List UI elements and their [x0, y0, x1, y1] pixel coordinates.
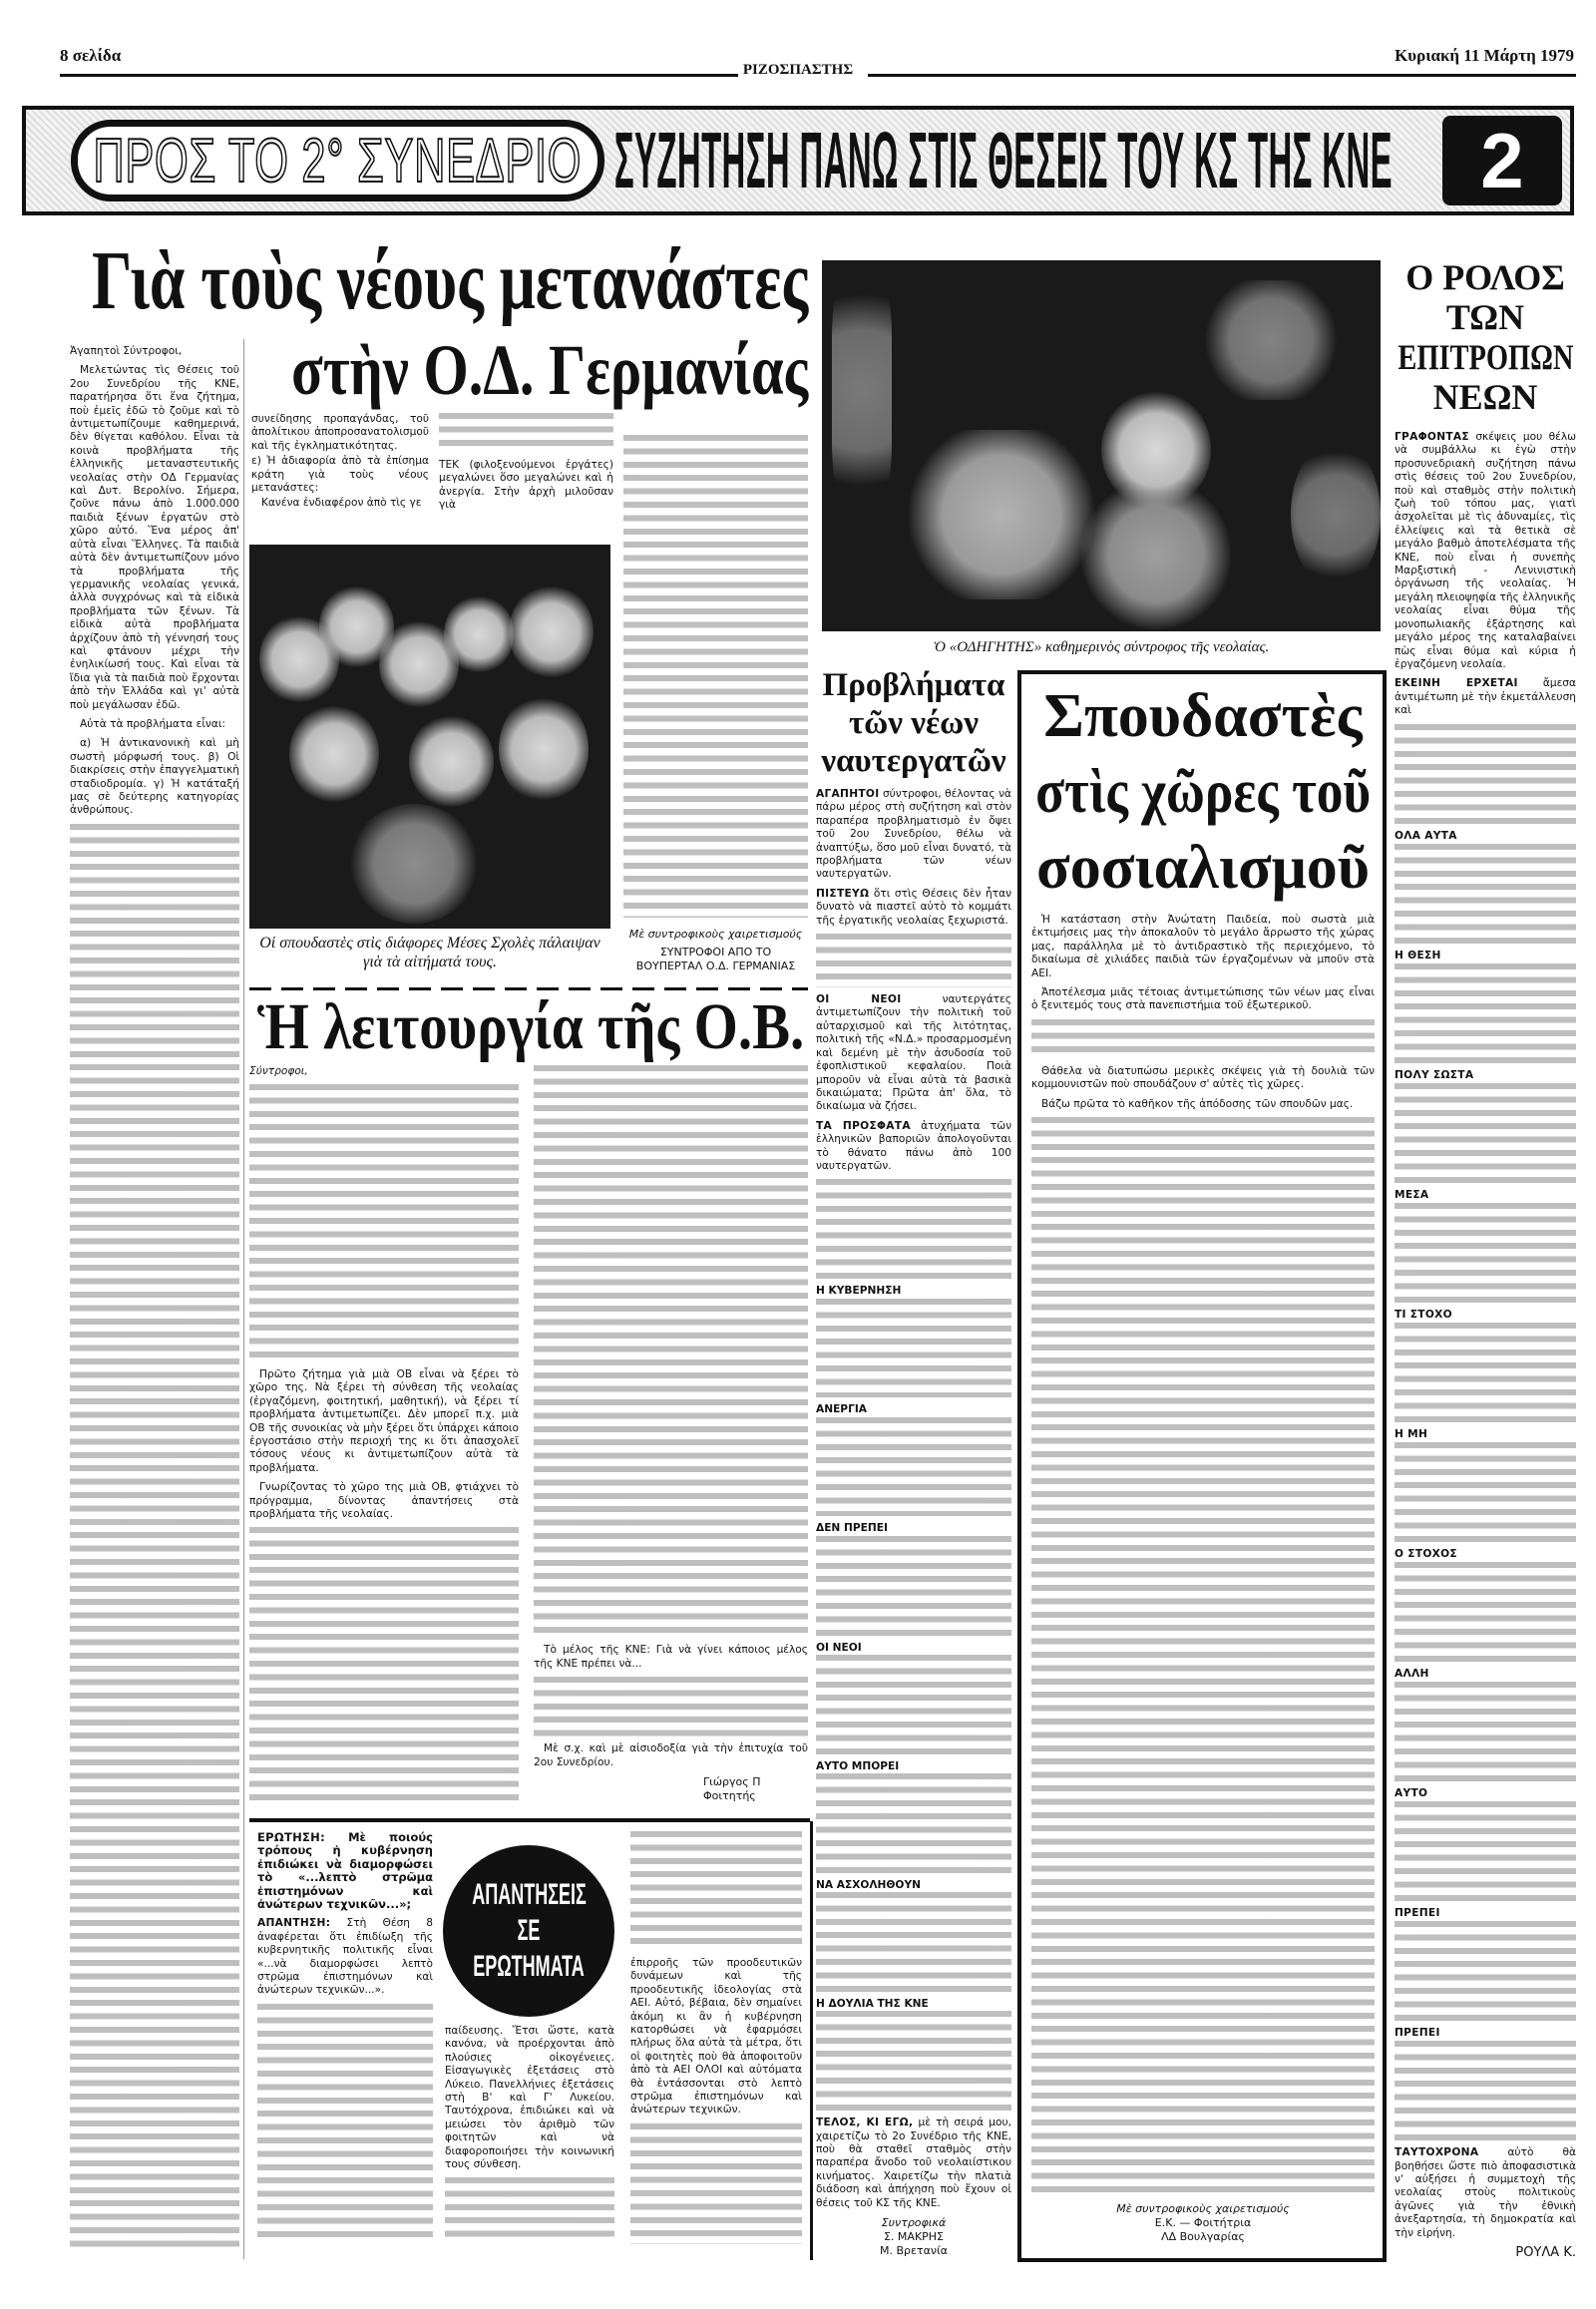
- illegible-text: [816, 2011, 1011, 2111]
- migrants-column-1: [70, 345, 239, 2260]
- illegible-text: [249, 1527, 519, 1805]
- lead-in: ΤΙ ΣΤΟΧΟ: [1395, 1309, 1452, 1322]
- paragraph: [816, 1120, 1011, 1174]
- issue-date: Κυριακή 11 Μάρτη 1979: [1395, 46, 1574, 65]
- students-headline: σοσιαλισμοῦ: [1035, 834, 1370, 902]
- author-name: ΡΟΥΛΑ Κ.: [1515, 2244, 1576, 2260]
- closing: Μὲ συντροφικοὺς χαιρετισμούς: [628, 928, 803, 941]
- illegible-text: [249, 1084, 519, 1362]
- ob-column-2: [534, 1065, 808, 1811]
- paragraph: [816, 2117, 1011, 2210]
- logo-text: ΣΕ: [517, 1914, 541, 1947]
- closing: Μὲ συντροφικοὺς χαιρετισμούς: [1116, 2202, 1290, 2215]
- paragraph: α) Ἡ ἀντικανονικὴ καὶ μὴ σωστὴ μόρφωσή τους. β) Οἱ διακρίσεις στὴν ἐπαγγελματικὴ σταδιοδρομία. γ) Ἡ κατάταξή μας σὲ δεύτερης κατηγορίας ἀνθρώπους.: [70, 737, 239, 817]
- lead-in: ΟΙ ΝΕΟΙ: [816, 1641, 862, 1654]
- qa-right-column: [630, 1831, 802, 2250]
- qa-middle-column: [445, 2025, 614, 2250]
- committees-headline: ΝΕΩΝ: [1432, 377, 1538, 417]
- lead-in: Ο ΣΤΟΧΟΣ: [1395, 1548, 1457, 1561]
- illegible-text: [439, 413, 613, 453]
- migrants-headline-2: στὴν Ο.Δ. Γερμανίας: [291, 330, 809, 410]
- logo-text: ΑΠΑΝΤΗΣΕΙΣ: [471, 1878, 587, 1911]
- illegible-text: [1395, 1682, 1576, 1782]
- paragraph: Κανένα ἐνδιαφέρον ἀπὸ τὶς γε: [261, 497, 422, 510]
- migrants-column-3: [439, 413, 613, 541]
- lead-in: ΑΥΤΟ ΜΠΟΡΕΙ: [816, 1759, 900, 1772]
- paragraph: ε) Ἡ ἀδιαφορία ἀπὸ τὰ ἐπίσημα κράτη γιὰ τοὺς νέους μετανάστες:: [251, 455, 429, 495]
- section-banner: [22, 106, 1574, 215]
- illegible-text: [816, 1892, 1011, 1992]
- illegible-text: [816, 1655, 1011, 1754]
- seafarers-column: [816, 666, 1011, 2262]
- illegible-text: [1395, 2041, 1576, 2141]
- students-headline: Σπουδαστὲς: [1043, 682, 1363, 750]
- seafarers-headline: τῶν νέων: [848, 705, 980, 741]
- paragraph: ἐπιρροῆς τῶν προοδευτικῶν δυνάμεων καὶ τῆς προοδευτικῆς ἰδεολογίας στὰ ΑΕΙ. Αὐτό, βέβαια, δὲν σημαίνει ἀκόμη κι ἂν ἡ κυβέρνηση κατορθώσει νὰ ἐφαρμόσει πλήρως ὅλα αὐτὰ τὰ μέτρα, ὅτι οἱ φοιτητὲς ποὺ θὰ ἀποφοιτοῦν ἀπὸ τὰ ΑΕΙ ΟΛΟΙ καὶ αὐτόματα θὰ ἐντάσσονται στὸ λεπτὸ στρῶμα ἐπιστημόνων καὶ ἀνώτερων τεχνικῶν.: [630, 1957, 802, 2117]
- illegible-text: [1395, 1442, 1576, 1543]
- students-article: [1031, 678, 1375, 2254]
- paragraph: [1395, 2146, 1576, 2240]
- salutation: Σύντροφοι,: [249, 1065, 308, 1077]
- masthead-rule-left: [60, 74, 738, 77]
- lead-in: Η ΜΗ: [1395, 1428, 1428, 1441]
- illegible-text: [1395, 1323, 1576, 1423]
- signature: ΒΟΥΠΕΡΤΑΛ Ο.Δ. ΓΕΡΜΑΝΙΑΣ: [635, 960, 796, 972]
- answer-text: Στὴ Θέση 8 ἀναφέρεται ὅτι ἐπιδίωξη τῆς κυβερνητικῆς πολιτικῆς εἶναι «...νὰ διαμορφώσει λεπτὸ στρῶμα ἐπιστημόνων καὶ ἀνώτερων τεχνικῶν...».: [257, 1917, 433, 1997]
- lead-in: ΤΕΛΟΣ, ΚΙ ΕΓΩ,: [816, 2117, 914, 2129]
- lead-in: ΠΙΣΤΕΥΩ: [816, 887, 870, 900]
- students-protest-photo: [249, 545, 610, 929]
- lead-in: Η ΘΕΣΗ: [1395, 950, 1441, 962]
- author-location: ΛΔ Βουλγαρίας: [1161, 2230, 1245, 2243]
- paragraph: Βάζω πρῶτα τὸ καθῆκον τῆς ἀπόδοσης τῶν σπουδῶν μας.: [1041, 1097, 1354, 1110]
- committees-headline: ΤΩΝ: [1445, 297, 1525, 337]
- paragraph: Πρῶτο ζήτημα γιὰ μιὰ ΟΒ εἶναι νὰ ξέρει τὸ χῶρο της. Νὰ ξέρει τὴ σύνθεση τῆς νεολαίας (ἐργαζόμενη, φοιτητική, μαθητική), νὰ ξέρει τί προβλήματα ἀντιμετωπίζει. Δὲν μπορεῖ π.χ. μιὰ ΟΒ τῆς συνοικίας νὰ μὴν ξέρει ὅτι ὑπάρχει κάποιο ἐργοστάσιο στὴν περιοχή της κι ὅτι ἀπασχολεῖ τόσους νέους κι ἀντιμετωπίζουν αὐτὰ τὰ προβλήματα.: [249, 1367, 519, 1474]
- illegible-text: [534, 1677, 808, 1736]
- illegible-text: [534, 1065, 808, 1638]
- series-text: ΠΡΟΣ ΤΟ 2° ΣΥΝΕΔΡΙΟ: [93, 126, 583, 195]
- lead-in: ΓΡΑΦΟΝΤΑΣ: [1395, 431, 1469, 443]
- paragraph: Μελετώντας τὶς Θέσεις τοῦ 2ου Συνεδρίου τῆς ΚΝΕ, παρατήρησα ὅτι ἕνα ζήτημα, ποὺ ἐμεῖς ἐδῶ τὸ ζοῦμε καὶ τὸ ἀντιμετωπίζουμε καθημερινά, δὲν θίγεται καθόλου. Εἶναι τὰ κοινὰ προβλήματα τῆς ἑλληνικῆς μεταναστευτικῆς νεολαίας στὴν ΟΔ Γερμανίας καὶ Δυτ. Βερολίνο. Σήμερα, ζοῦνε πάνω ἀπὸ 1.000.000 παιδιὰ ξένων ἐργατῶν στὸ χῶρο αὐτό. Ἕνα μέρος ἀπ' αὐτὰ εἶναι Ἕλληνες. Τὰ παιδιὰ αὐτὰ δὲν ἀντιμετωπίζουν μόνο τὰ προβλήματα τῆς γερμανικῆς νεολαίας γενικά, ἀλλὰ συγχρόνως καὶ τὰ εἰδικὰ προβλήματα τῶν ξένων. Τὰ εἰδικὰ αὐτὰ προβλήματα ἀρχίζουν ἀπὸ τὴ γέννησή τους καὶ φτάνουν μέχρι τὴν ἐνηλικίωσή τους. Καὶ εἶναι τὰ ἴδια γιὰ τὰ παιδιὰ ποὺ ἔρχονται ἀπὸ τὴν Ἑλλάδα καὶ γι' αὐτὰ ποὺ μεγάλωσαν ἐδῶ.: [70, 364, 239, 711]
- paragraph: συνείδησης προπαγάνδας, τοῦ ἀπολίτικου ἀποπροσανατολισμοῦ καὶ τῆς ἐγκληματικότητας.: [251, 413, 429, 452]
- congress-number-logo: 2: [1442, 116, 1562, 205]
- illegible-text: [1395, 1801, 1576, 1902]
- question-label: ΕΡΩΤΗΣΗ:: [257, 1831, 326, 1844]
- question-text: Μὲ ποιούς τρόπους ἡ κυβέρνηση ἐπιδιώκει νὰ διαμορφώσει τὸ «...λεπτὸ στρῶμα ἐπιστημόνων καὶ ἀνώτερων τεχνικῶν...»;: [257, 1831, 433, 1912]
- section-rule: [249, 1818, 810, 1822]
- paragraph-text: αὐτὸ θὰ βοηθήσει ὥστε πιὸ ἀποφασιστικὰ ν' αὐξήσει ἡ συμμετοχὴ τῆς νεολαίας στοὺς πολιτικοὺς ἀγῶνες γιὰ τὴν ἐθνικὴ ἀνεξαρτησία, τὴ δημοκρατία καὶ τὴν εἰρήνη.: [1395, 2146, 1576, 2239]
- illegible-text: [1395, 1562, 1576, 1663]
- paragraph-text: μὲ τὴ σειρά μου, χαιρετίζω τὸ 2ο Συνέδριο τῆς ΚΝΕ, ποὺ θὰ σταθεῖ σταθμὸς στὴν παραπέρα ἄνοδο τοῦ νεολαιίστικου κινήματος. Χαιρετίζω τὴν πλατιὰ διάδοση καὶ ἀπήχηση ποὺ ἔχουν οἱ θέσεις τοῦ ΚΣ τῆς ΚΝΕ.: [816, 2117, 1011, 2209]
- masthead-rule-right: [868, 74, 1576, 77]
- salutation: Ἀγαπητοὶ Σύντροφοι,: [70, 345, 183, 357]
- question: [257, 1831, 433, 1911]
- paragraph: [1395, 677, 1576, 717]
- illegible-text: [816, 1773, 1011, 1873]
- lead-in: ΜΕΣΑ: [1395, 1189, 1429, 1202]
- committees-column: [1395, 257, 1576, 2264]
- closing: Συντροφικά: [881, 2216, 947, 2230]
- lead-in: ΑΝΕΡΓΙΑ: [816, 1403, 867, 1416]
- author-name: Σ. ΜΑΚΡΗΣ: [883, 2230, 945, 2244]
- author-name: Γιώργος Π: [703, 1775, 761, 1788]
- paragraph: [1395, 431, 1576, 671]
- author-location: Μ. Βρετανία: [880, 2244, 948, 2258]
- lead-in: ΠΡΕΠΕΙ: [1395, 1907, 1440, 1920]
- lead-in: ΔΕΝ ΠΡΕΠΕΙ: [816, 1522, 888, 1535]
- illegible-text: [1395, 844, 1576, 945]
- lead-in: ΤΑΥΤΟΧΡΟΝΑ: [1395, 2146, 1479, 2159]
- ob-column-1: [249, 1065, 519, 1811]
- illegible-text: [816, 1417, 1011, 1517]
- signature: ΣΥΝΤΡΟΦΟΙ ΑΠΟ ΤΟ: [659, 946, 772, 959]
- migrants-headline: Γιὰ τοὺς νέους μετανάστες: [92, 234, 809, 327]
- qa-question-column: [257, 1831, 433, 2250]
- illegible-text: [630, 1831, 802, 1951]
- paragraph-text: ἄμεσα ἀντιμέτωπη μὲ τὴν ἐκμετάλλευση καὶ: [1395, 677, 1576, 717]
- photo-caption: Οἱ σπουδαστὲς στὶς διάφορες Μέσες Σχολὲς πάλαιψαν γιὰ τὰ αἰτήματά τους.: [259, 935, 600, 970]
- newspaper-name: ΡΙΖΟΣΠΑΣΤΗΣ: [742, 62, 854, 78]
- illegible-text: [1031, 1019, 1375, 1059]
- answer: [257, 1917, 433, 1997]
- paragraph: Τὸ μέλος τῆς ΚΝΕ: Γιὰ νὰ γίνει κάποιος μέλος τῆς ΚΝΕ πρέπει νὰ...: [534, 1644, 808, 1670]
- paragraph: Αὐτὰ τὰ προβλήματα εἶναι:: [80, 717, 225, 730]
- illegible-text: [257, 2004, 433, 2244]
- answer-label: ΑΠΑΝΤΗΣΗ:: [257, 1917, 331, 1930]
- paragraph: Μὲ σ.χ. καὶ μὲ αἰσιοδοξία γιὰ τὴν ἐπιτυχία τοῦ 2ου Συνεδρίου.: [534, 1742, 808, 1768]
- lead-in: Η ΔΟΥΛΙΑ ΤΗΣ ΚΝΕ: [816, 1998, 929, 2011]
- illegible-text: [1395, 1083, 1576, 1184]
- illegible-text: [816, 1536, 1011, 1636]
- column-rule: [243, 339, 244, 2259]
- migrants-column-4: [623, 435, 808, 973]
- illegible-text: [445, 2177, 614, 2244]
- paragraph-text: ὅτι στὶς Θέσεις δὲν ἦταν δυνατὸ νὰ πιαστεῖ αὐτὸ τὸ κομμάτι τῆς ἐργατικῆς νεολαίας ξεχωριστά.: [816, 887, 1011, 927]
- banner-title: [604, 116, 1402, 205]
- committees-headline: ΕΠΙΤΡΟΠΩΝ: [1396, 337, 1574, 377]
- lead-in: ΑΥΤΟ: [1395, 1787, 1428, 1800]
- committees-headline: Ο ΡΟΛΟΣ: [1405, 257, 1565, 297]
- banner-title-text: ΣΥΖΗΤΗΣΗ ΠΑΝΩ ΣΤΙΣ ΘΕΣΕΙΣ ΤΟΥ ΚΣ ΤΗΣ ΚΝΕ: [613, 116, 1394, 204]
- paragraph-text: σκέψεις μου θέλω νὰ συμβάλλω κι ἐγὼ στὴν προσυνεδριακὴ συζήτηση πάνω στὶς θέσεις τοῦ 2ου Συνεδρίου, ποὺ καὶ σταθμὸς στὴν πολιτικὴ ζωὴ τοῦ τόπου μας, γιατὶ ἀσχολεῖται μὲ τὶς ἀδυναμίες, τὶς ἐλλείψεις καὶ τὰ θετικὰ σὲ μεγάλο βαθμὸ ἀποτελέσματα τῆς ΚΝΕ, ποὺ εἶναι ἡ συνεπὴς Μαρξιστικὴ - Λενινιστικὴ ὀργάνωση τῆς νεολαίας. Ἡ μεγάλη πλειοψηφία τῆς ἑλληνικῆς νεολαίας εἶναι θύμα τῆς μονοπωλιακῆς ἐξάρτησης καὶ μεγάλο μέρος της καταλαβαίνει πὼς εἶναι θύμα καὶ κύρια ἡ ἐργαζόμενη νεολαία.: [1395, 431, 1576, 670]
- ob-headline: Ἡ λειτουργία τῆς Ο.Β.: [257, 990, 805, 1063]
- illegible-text: [623, 435, 808, 918]
- paragraph: παίδευσης. Ἔτσι ὥστε, κατὰ κανόνα, νὰ προέρχονται ἀπὸ πλούσιες οἰκογένειες. Εἰσαγωγικὲς ἐξετάσεις στὸ Λύκειο. Πανελλήνιες ἐξετάσεις στὴ Β' καὶ Γ' Λυκείου. Ταυτόχρονα, ἐπιδιώκει καὶ νὰ μειώσει τὸν ἀριθμὸ τῶν φοιτητῶν καὶ νὰ διαφοροποιήσει τὴν κοινωνική τους σύνθεση.: [445, 2025, 614, 2171]
- illegible-text: [1031, 1117, 1375, 2196]
- paragraph: [816, 788, 1011, 882]
- paragraph: [816, 993, 1011, 1114]
- answers-to-questions-logo: [443, 1845, 614, 2017]
- illegible-text: [816, 1299, 1011, 1398]
- seafarers-headline: ναυτεργατῶν: [821, 743, 1006, 779]
- paragraph: Γνωρίζοντας τὸ χῶρο της μιὰ ΟΒ, φτιάχνει τὸ πρόγραμμα, δίνοντας ἀπαντήσεις στὰ προβλήματα τῆς νεολαίας.: [249, 1481, 519, 1521]
- lead-in: Η ΚΥΒΕΡΝΗΣΗ: [816, 1285, 902, 1298]
- illegible-text: [1395, 1203, 1576, 1304]
- paragraph: [816, 888, 1011, 928]
- author-role: Φοιτητής: [703, 1789, 756, 1802]
- paragraph-text: ἀτυχήματα τῶν ἑλληνικῶν βαποριῶν ἀπολογοῦνται τὸ θάνατο πάνω ἀπὸ 100 ναυτεργατῶν.: [816, 1119, 1011, 1172]
- congress-series-label: [71, 120, 604, 201]
- illegible-text: [816, 934, 1011, 987]
- logo-text: ΕΡΩΤΗΜΑΤΑ: [473, 1950, 585, 1983]
- paragraph-text: ναυτεργάτες ἀντιμετωπίζουν τὴν πολιτικὴ τοῦ αὐταρχισμοῦ καὶ τῆς λιτότητας, πολιτικὴ τῆς «Ν.Δ.» προσαρμοσμένη καὶ δεμένη μὲ τὴν ἀσυδοσία τοῦ ἐφοπλιστικοῦ κεφαλαίου. Ποιὰ μποροῦν νὰ εἶναι αὐτὰ τὰ βασικὰ δικαιώματα; Πρῶτα ἀπ' ὅλα, τὸ δικαίωμα νὰ ζήσει.: [816, 993, 1011, 1113]
- lead-in: ΟΛΑ ΑΥΤΑ: [1395, 830, 1457, 843]
- illegible-text: [1395, 724, 1576, 825]
- lead-in: ΑΛΛΗ: [1395, 1668, 1429, 1681]
- illegible-text: [816, 1179, 1011, 1279]
- paragraph: Ἡ κατάσταση στὴν Ἀνώτατη Παιδεία, ποὺ σωστὰ μιὰ ἐκτιμήσεις μας τὴν ἀποκαλοῦν τὸ μεγάλο ἄρρωστο τῆς χώρας μας, παράλληλα μὲ τὸ ἀντιδραστικὸ τῆς περιεχόμενο, τὸ δικαίωμα σὲ χιλιάδες παιδιὰ τῶν ἐργαζομένων νὰ μποῦν στὰ ΑΕΙ.: [1031, 914, 1375, 979]
- box-border: [810, 1821, 813, 2260]
- migrants-column-2: [251, 413, 429, 541]
- seafarers-headline: Προβλήματα: [822, 667, 1005, 703]
- paragraph: ΤΕΚ (φιλοξενούμενοι ἐργάτες) μεγαλώνει ὅσο μεγαλώνει καὶ ἡ ἀνεργία. Στὴν ἀρχὴ μιλοῦσαν γιὰ: [439, 459, 613, 512]
- lead-in: ΤΑ ΠΡΟΣΦΑΤΑ: [816, 1119, 911, 1132]
- lead-in: ΝΑ ΑΣΧΟΛΗΘΟΥΝ: [816, 1878, 921, 1891]
- photo-caption: Ὁ «ΟΔΗΓΗΤΗΣ» καθημερινὸς σύντροφος τῆς νεολαίας.: [933, 639, 1270, 655]
- illegible-text: [630, 2123, 802, 2244]
- lead-in: ΟΙ ΝΕΟΙ: [816, 993, 902, 1006]
- lead-in: ΕΚΕΙΝΗ ΕΡΧΕΤΑΙ: [1395, 677, 1518, 690]
- paragraph: Θάθελα νὰ διατυπώσω μερικὲς σκέψεις γιὰ τὴ δουλιὰ τῶν κομμουνιστῶν ποὺ σπουδάζουν σ' αὐτὲς τὶς χῶρες.: [1031, 1064, 1375, 1091]
- paragraph-text: σύντροφοι, θέλοντας νὰ πάρω μέρος στὴ συζήτηση καὶ στὸν παραπέρα προβληματισμὸ ἐν ὄψει τοῦ 2ου Συνεδρίου, θέλω νὰ ἀναπτύξω, ὅσο μοῦ εἶναι δυνατό, τὰ προβλήματα τῶν νέων ναυτεργατῶν.: [816, 788, 1011, 881]
- author-name: Ε.Κ. — Φοιτήτρια: [1154, 2216, 1252, 2229]
- students-headline: στὶς χῶρες τοῦ: [1035, 758, 1372, 826]
- illegible-text: [70, 824, 239, 2254]
- lead-in: ΑΓΑΠΗΤΟΙ: [816, 788, 880, 800]
- lead-in: ΠΟΛΥ ΣΩΣΤΑ: [1395, 1069, 1474, 1082]
- illegible-text: [1395, 1921, 1576, 2022]
- page-number: 8 σελίδα: [60, 46, 122, 65]
- illegible-text: [1395, 963, 1576, 1064]
- paragraph: Ἀποτέλεσμα μιᾶς τέτοιας ἀντιμετώπισης τῶν νέων μας εἶναι ὁ ξενιτεμός τους στὰ πανεπιστήμια τοῦ ἐξωτερικοῦ.: [1031, 986, 1375, 1012]
- lead-in: ΠΡΕΠΕΙ: [1395, 2027, 1440, 2040]
- odigitis-reader-photo: [822, 260, 1381, 631]
